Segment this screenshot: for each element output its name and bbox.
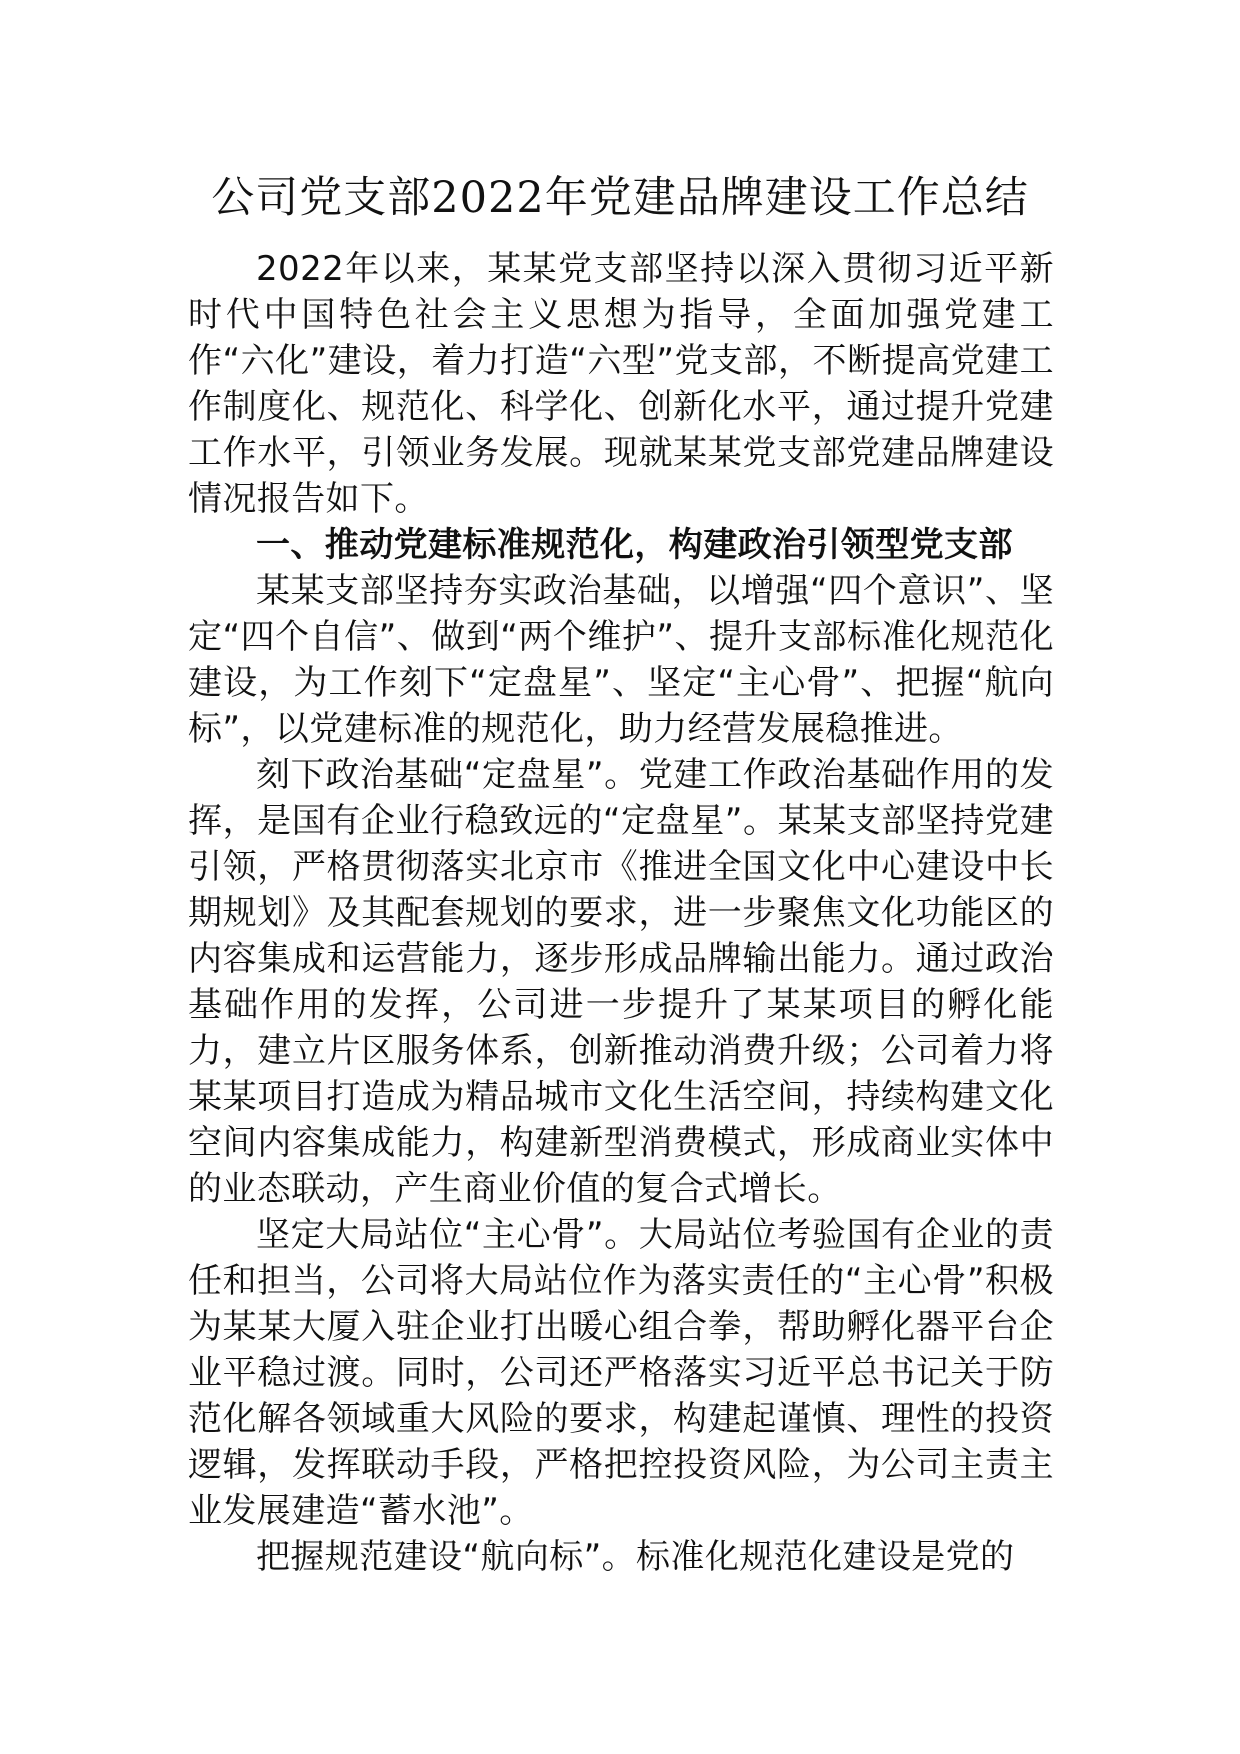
section-heading: 一、推动党建标准规范化，构建政治引领型党支部 xyxy=(256,525,1013,565)
document-title: 公司党支部2022年党建品牌建设工作总结 xyxy=(211,173,1029,223)
section-intro-paragraph: 某某支部坚持夯实政治基础，以增强“四个意识”、坚定“四个自信”、做到“两个维护”、提升支部标准化规范化建设，为工作刻下“定盘星”、坚定“主心骨”、把握“航向标”，以党建标准的规范化，助力经营发展稳推进。 xyxy=(188,571,1054,749)
document-body xyxy=(188,246,1054,1580)
intro-paragraph: 2022年以来，某某党支部坚持以深入贯彻习近平新时代中国特色社会主义思想为指导，全面加强党建工作“六化”建设，着力打造“六型”党支部，不断提高党建工作制度化、规范化、科学化、创新化水平，通过提升党建工作水平，引领业务发展。现就某某党支部党建品牌建设情况报告如下。 xyxy=(188,249,1054,519)
dingpanxing-paragraph: 刻下政治基础“定盘星”。党建工作政治基础作用的发挥，是国有企业行稳致远的“定盘星”。某某支部坚持党建引领，严格贯彻落实北京市《推进全国文化中心建设中长期规划》及其配套规划的要求，进一步聚焦文化功能区的内容集成和运营能力，逐步形成品牌输出能力。通过政治基础作用的发挥，公司进一步提升了某某项目的孵化能力，建立片区服务体系，创新推动消费升级；公司着力将某某项目打造成为精品城市文化生活空间，持续构建文化空间内容集成能力，构建新型消费模式，形成商业实体中的业态联动，产生商业价值的复合式增长。 xyxy=(188,755,1054,1209)
hangxiangbiao-paragraph: 把握规范建设“航向标”。标准化规范化建设是党的 xyxy=(256,1537,1015,1577)
zhuxingu-paragraph: 坚定大局站位“主心骨”。大局站位考验国有企业的责任和担当，公司将大局站位作为落实责任的“主心骨”积极为某某大厦入驻企业打出暖心组合拳，帮助孵化器平台企业平稳过渡。同时，公司还严格落实习近平总书记关于防范化解各领域重大风险的要求，构建起谨慎、理性的投资逻辑，发挥联动手段，严格把控投资风险，为公司主责主业发展建造“蓄水池”。 xyxy=(188,1215,1054,1531)
